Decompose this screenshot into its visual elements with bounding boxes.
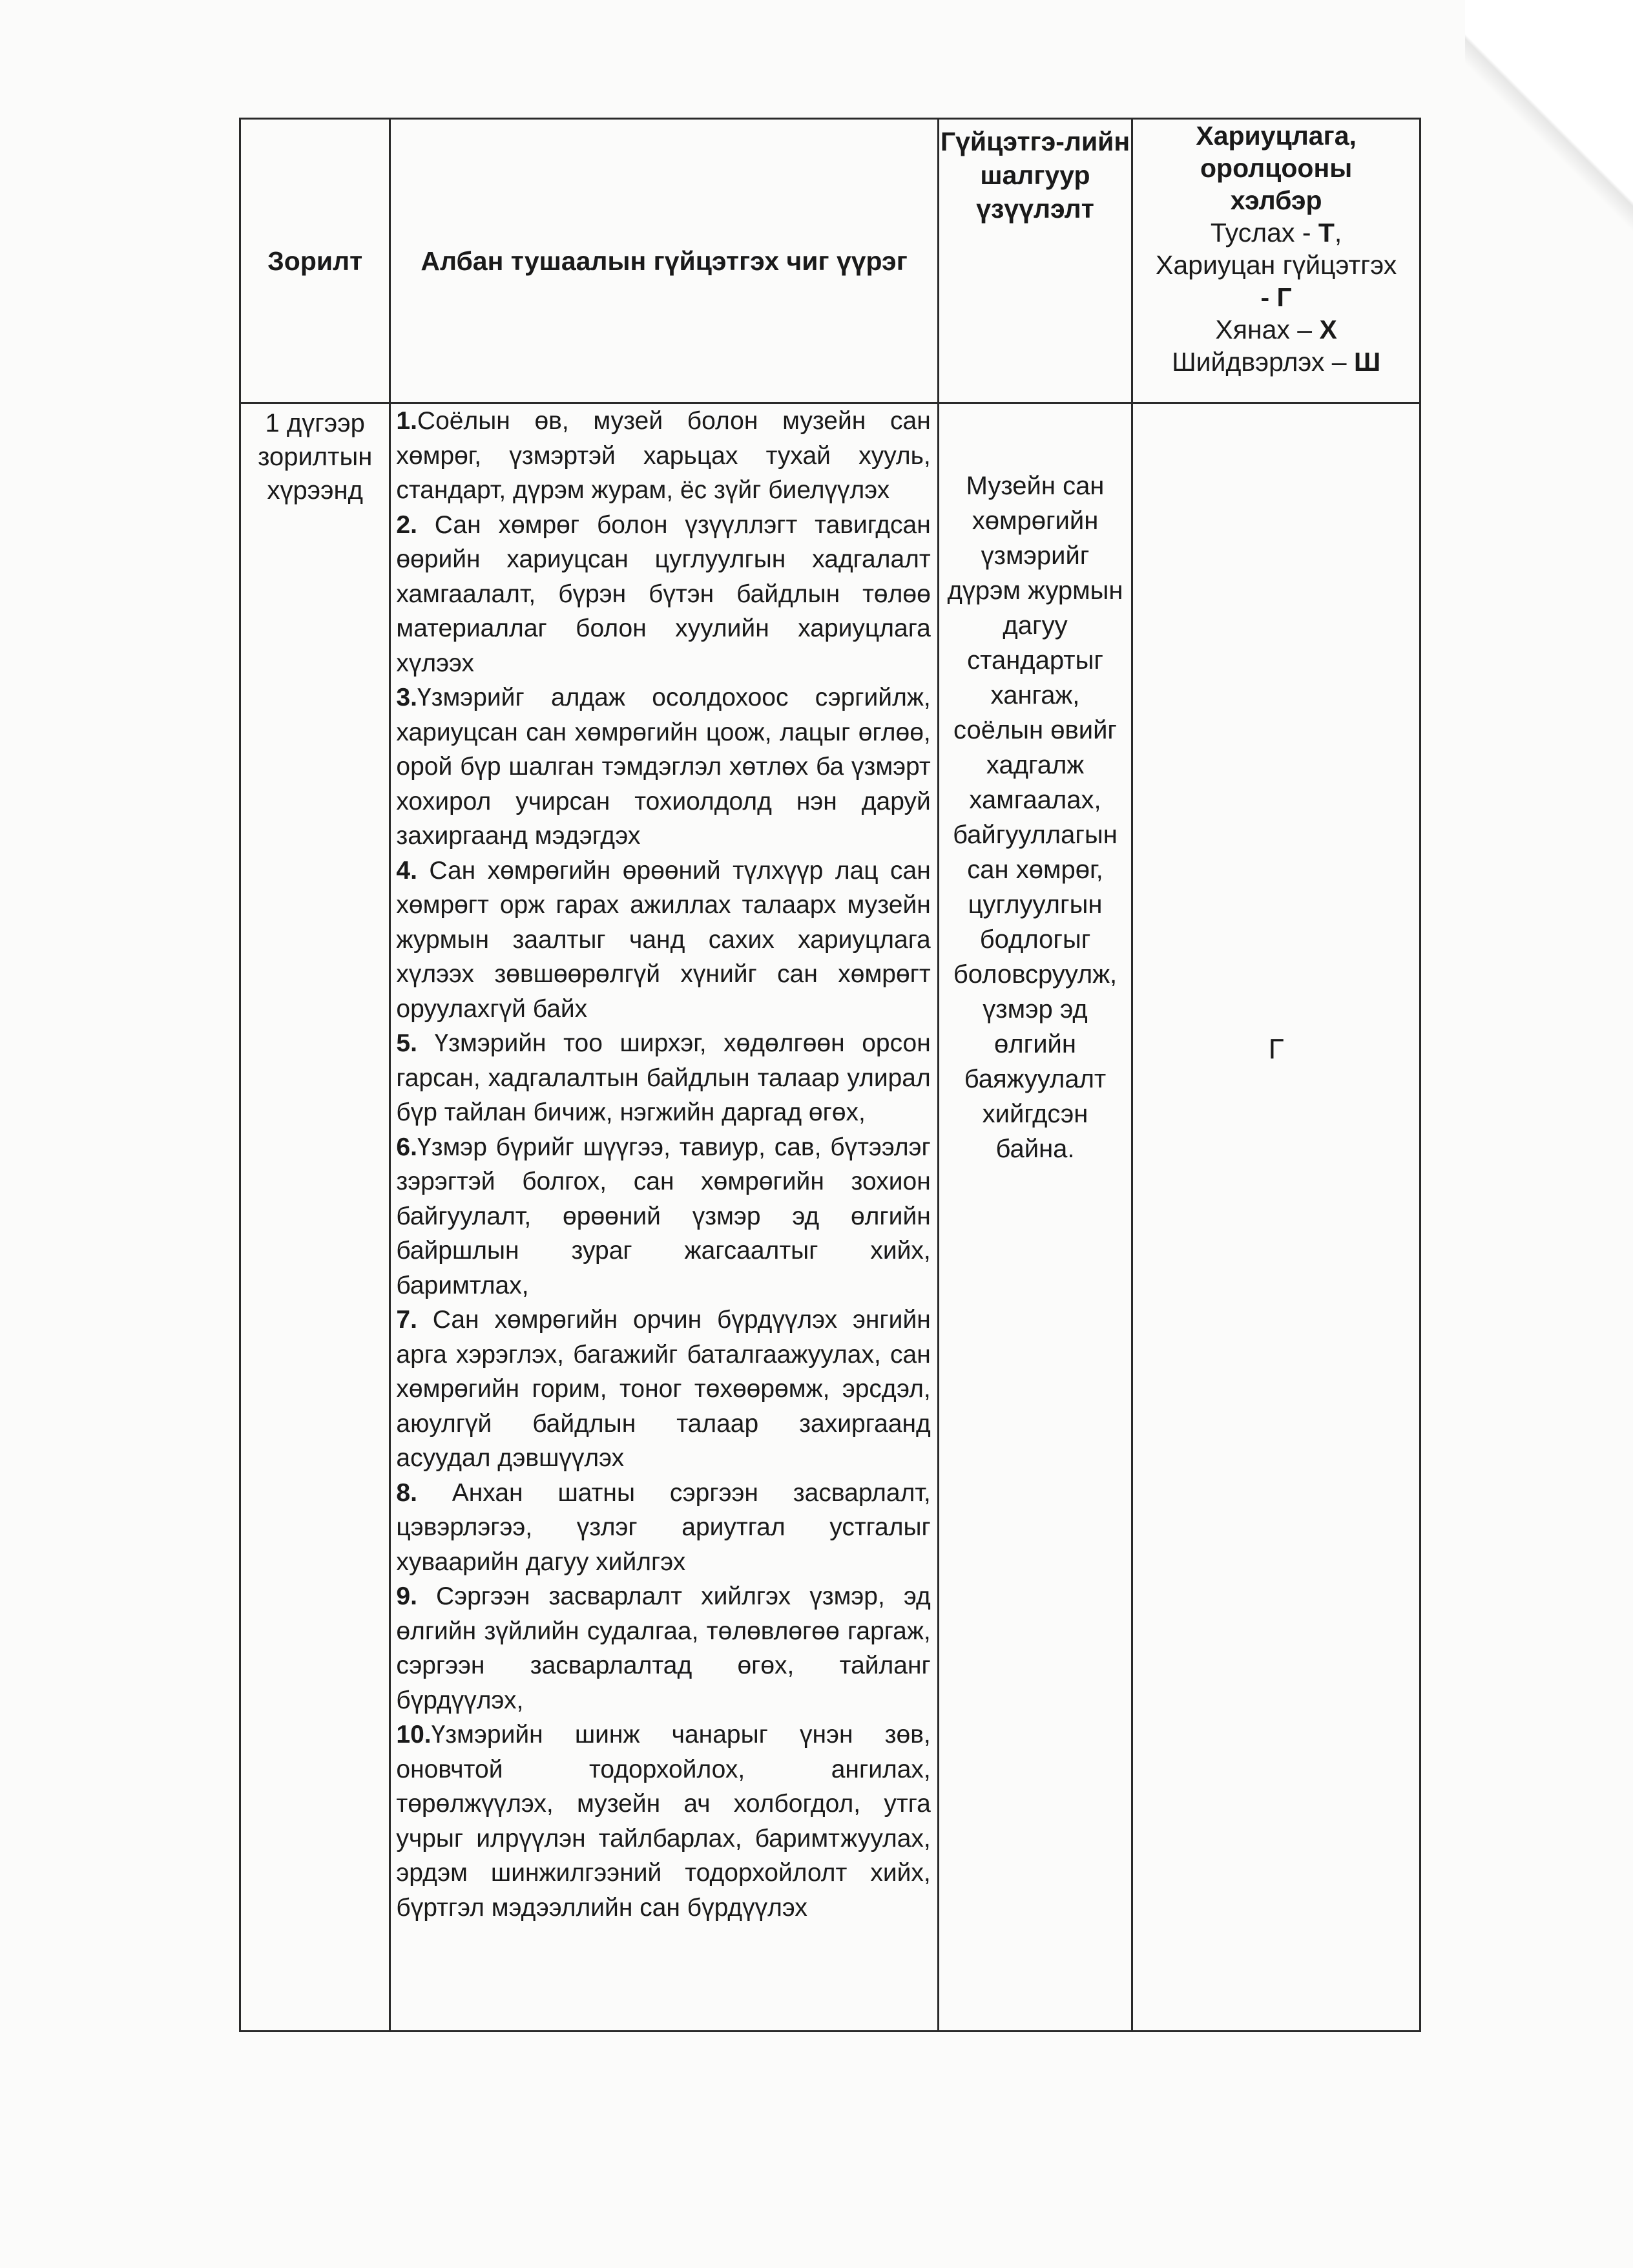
header-criteria — [938, 119, 1132, 403]
duty-item — [396, 680, 930, 854]
header-criteria-text: Гүйцэтгэ-лийн шалгуур үзүүлэлт — [940, 127, 1130, 224]
duty-text: Үзмэрийн шинж чанарыг үнэн зөв, оновчтой тодорхойлох, ангилах, төрөлжүүлэх, музейн ач холбогдол, утга учрыг илрүүлэн тайлбарлах, баримтжуулах, эрдэм шинжилгээний тодорхойлолт хийх, бүртгэл мэдээллийн сан бүрдүүлэх — [396, 1721, 931, 1922]
duty-number: 1. — [396, 407, 417, 435]
header-duties: Албан тушаалын гүйцэтгэх чиг үүрэг — [390, 119, 938, 403]
duty-number: 7. — [396, 1306, 417, 1334]
duties-list — [396, 404, 930, 1925]
goal-cell: 1 дүгээр зорилтын хүрээнд — [240, 403, 390, 2032]
header-form-exec: Хариуцан гүйцэтгэх — [1156, 250, 1397, 280]
duty-text: Сан хөмрөг болон үзүүллэгт тавигдсан өөрийн хариуцсан цуглуулгын хадгалалт хамгаалалт, бүрэн бүтэн байдлын төлөө материаллаг болон хуулийн хариуцлага хүлээх — [396, 510, 931, 677]
duty-item — [396, 1026, 930, 1130]
duty-number: 2. — [396, 510, 417, 539]
header-form-decide: Шийдвэрлэх – Ш — [1172, 347, 1381, 377]
form-cell — [1132, 403, 1420, 2032]
duty-item — [396, 1579, 930, 1717]
duty-number: 6. — [396, 1133, 417, 1161]
duty-item — [396, 1303, 930, 1476]
duty-item — [396, 1476, 930, 1580]
duty-item — [396, 1717, 930, 1925]
duty-text: Үзмэрийг алдаж осолдохоос сэргийлж, хариуцсан сан хөмрөгийн цоож, лацыг өглөө, орой бүр шалган тэмдэглэл хөтлөх ба үзмэрт хохирол учирсан тохиолдолд нэн даруй захиргаанд мэдэгдэх — [396, 684, 931, 850]
duty-number: 8. — [396, 1478, 417, 1507]
duty-text: Анхан шатны сэргээн засварлалт, цэвэрлэгээ, үзлэг ариутгал устгалыг хуваарийн дагуу хийлгэх — [396, 1478, 931, 1576]
duty-number: 4. — [396, 856, 417, 885]
header-form-title-3: хэлбэр — [1230, 185, 1322, 215]
duty-text: Үзмэрийн тоо ширхэг, хөдөлгөөн орсон гарсан, хадгалалтын байдлын талаар улирал бүр тайлан бичиж, нэгжийн даргад өгөх, — [396, 1029, 931, 1126]
duty-text: Соёлын өв, музей болон музейн сан хөмрөг, үзмэртэй харьцах тухай хууль, стандарт, дүрэм журам, ёс зүйг биелүүлэх — [396, 407, 931, 504]
form-value: Г — [1268, 1033, 1284, 1065]
duty-text: Үзмэр бүрийг шүүгээ, тавиур, сав, бүтээлэг зэрэгтэй болгох, сан хөмрөгийн зохион байгуулалт, өрөөний үзмэр эд өлгийн байршлын зураг жагсаалтыг хийх, баримтлах, — [396, 1133, 931, 1299]
duties-cell — [390, 403, 938, 2032]
duty-number: 9. — [396, 1582, 417, 1610]
header-form-control: Хянах – Х — [1215, 315, 1337, 344]
duties-table — [239, 118, 1421, 2032]
duty-number: 3. — [396, 684, 417, 711]
header-form-title-2: оролцооны — [1200, 153, 1353, 183]
header-form-title-1: Хариуцлага, — [1196, 121, 1357, 151]
duty-text: Сан хөмрөгийн орчин бүрдүүлэх энгийн арга хэрэглэх, багажийг баталгаажуулах, сан хөмрөгийн горим, тоног төхөөрөмж, эрсдэл, аюулгүй байдлын талаар захиргаанд асуудал дэвшүүлэх — [396, 1306, 931, 1472]
duty-item — [396, 508, 930, 681]
duty-item — [396, 854, 930, 1027]
header-goal: Зорилт — [240, 119, 390, 403]
duty-number: 5. — [396, 1029, 417, 1057]
criteria-cell: Музейн сан хөмрөгийн үзмэрийг дүрэм журмын дагуу стандартыг хангаж, соёлын өвийг хадгалж хамгаалах, байгууллагын сан хөмрөг, цуглуулгын бодлогыг боловсруулж, үзмэр эд өлгийн баяжуулалт хийгдсэн байна. — [938, 403, 1132, 2032]
duty-number: 10. — [396, 1721, 432, 1748]
header-form-exec-code: - Г — [1260, 282, 1292, 312]
table-header-row — [240, 119, 1420, 403]
header-form-help: Туслах - Т, — [1210, 218, 1342, 247]
table-row — [240, 403, 1420, 2032]
duty-text: Сэргээн засварлалт хийлгэх үзмэр, эд өлгийн зүйлийн судалгаа, төлөвлөгөө гаргаж, сэргээн засварлалтад өгөх, тайланг бүрдүүлэх, — [396, 1582, 931, 1714]
duty-item — [396, 404, 930, 508]
duty-text: Сан хөмрөгийн өрөөний түлхүүр лац сан хөмрөгт орж гарах ажиллах талаарх музейн журмын заалтыг чанд сахих хариуцлага хүлээх зөвшөөрөлгүй хүнийг сан хөмрөгт оруулахгүй байх — [396, 856, 931, 1023]
duty-item — [396, 1130, 930, 1303]
header-form — [1132, 119, 1420, 403]
scan-edge-shadow — [1465, 0, 1633, 336]
